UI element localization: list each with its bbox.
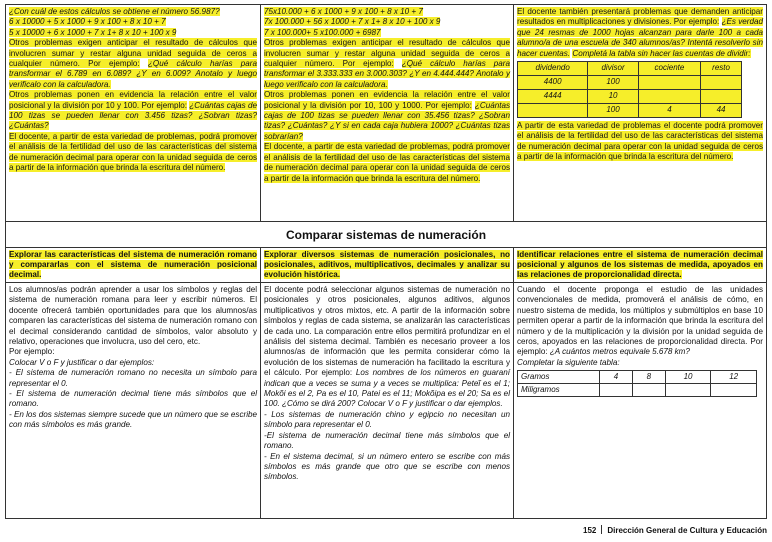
objective-text: Explorar diversos sistemas de numeración posicionales, no posicionales, aditivos, multiplicativos, decimales y analizar su evolución histórica. bbox=[264, 250, 510, 280]
paragraph: Por ejemplo: bbox=[9, 347, 55, 357]
table-cell bbox=[638, 90, 700, 104]
paragraph: Otros problemas ponen en evidencia la relación entre el valor posicional y la división por 10 y 100. Por ejemplo: bbox=[9, 90, 257, 110]
question-line: ¿Con cuál de estos cálculos se obtiene el número 56.987? bbox=[9, 7, 220, 16]
paragraph: El docente podrá seleccionar algunos sistemas de numeración no posicionales y otros posicionales, algunos aditivos, algunos multiplicativos y otros mixtos, etc. A partir de la información sobre símbolos y reglas de cada sistema, se analizarán las características de cada uno. La comparación entre ellos permitirá profundizar en el análisis del sistema decimal. También es necesario proveer a los alumnos/as de información que les permita considerar cómo la evolución de los sistemas de numeración ha facilitado la escritura y el cálculo. Por ejemplo: bbox=[264, 285, 510, 378]
division-table bbox=[517, 61, 742, 118]
page-number: 152 bbox=[583, 526, 597, 535]
table-cell bbox=[665, 384, 711, 397]
table-cell: 100 bbox=[588, 76, 638, 90]
paragraph: Los alumnos/as podrán aprender a usar los símbolos y reglas del sistema de numeración romana para leer y escribir números. El docente ofrecerá también oportunidades para que los alumnos/as comparen las características del sistema de numeración romano con el decimal considerando cantidad de símbolos, valor absoluto y relativo, operaciones que involucra, uso del cero, etc. bbox=[9, 285, 257, 347]
bottom-column-3 bbox=[514, 283, 766, 519]
table-row bbox=[518, 104, 742, 118]
table-row bbox=[518, 371, 757, 384]
mass-conversion-table bbox=[517, 370, 757, 397]
paragraph: Otros problemas ponen en evidencia la relación entre el valor posicional y la división por 10, 100 y 1000. Por ejemplo: bbox=[264, 90, 510, 110]
example-question: ¿Cuántas cajas de 100 tizas se pueden llenar con 3.456 tizas? ¿Sobran tizas? ¿Cuántas? bbox=[9, 100, 257, 131]
example-question: Los nombres de los números en guaraní indican que a veces se suma y a veces se multiplica: Peteĩ es el 1; Mokõi es el 2, Pa es el 10, Patei es el 11; Mokõipa es el 20; Sa es el 100. ¿Cómo se dirá 200? Colocar V o F y justificar o dar ejemplos. bbox=[264, 368, 511, 409]
objective-header-3 bbox=[514, 247, 766, 282]
objective-header-2 bbox=[261, 247, 514, 282]
paragraph: Otros problemas exigen anticipar el resultado de cálculos que involucren sumar y restar alguna unidad seguida de ceros a cualquier número. Por ejemplo: bbox=[264, 38, 510, 69]
section-title: Comparar sistemas de numeración bbox=[6, 221, 766, 248]
table-cell bbox=[701, 76, 742, 90]
table-row bbox=[518, 76, 742, 90]
bottom-row bbox=[6, 283, 766, 519]
table-cell: 10 bbox=[665, 371, 711, 384]
paragraph: A partir de esta variedad de problemas el docente podrá promover el análisis de la fertilidad del uso de las características del sistema de numeración decimal para operar con la unidad seguida de ceros a partir de la información que brinda la escritura del número. bbox=[517, 121, 763, 162]
top-column-2 bbox=[261, 5, 514, 221]
statement: - El sistema de numeración decimal tiene más símbolos que el romano. bbox=[9, 389, 257, 409]
table-cell: 10 bbox=[588, 90, 638, 104]
paragraph: Otros problemas exigen anticipar el resultado de cálculos que involucren sumar y restar alguna unidad seguida de ceros a cualquier número. Por ejemplo: bbox=[9, 38, 257, 69]
option-line: 6 x 10000 + 5 x 1000 + 9 x 100 + 8 x 10 + 7 bbox=[9, 17, 166, 27]
objectives-header-row bbox=[6, 247, 766, 283]
table-cell bbox=[600, 384, 633, 397]
option-line: 7x 100.000 + 56 x 1000 + 7 x 1+ 8 x 10 + 100 x 9 bbox=[264, 17, 441, 27]
table-header: resto bbox=[701, 62, 742, 76]
example-question: ¿Qué cálculo harías para transformar el 6.789 en 6.089? ¿Y en 6.009? Anotalo y luego verificalo con la calculadora. bbox=[9, 59, 257, 89]
footer-divider bbox=[601, 525, 602, 534]
statement: - El sistema de numeración romano no necesita un símbolo para representar el 0. bbox=[9, 368, 257, 388]
table-cell: 4 bbox=[638, 104, 700, 118]
example-question: ¿Qué cálculo harías para transformar el 3.333.333 en 3.000.303? ¿Y en 4.444.444? Anotalo y luego verificalo con la calculadora. bbox=[264, 59, 510, 89]
page-footer bbox=[583, 525, 767, 535]
objective-text: Explorar las características del sistema de numeración romano y compararlas con el sistema de numeración posicional decimal. bbox=[9, 250, 257, 280]
objective-text: Identificar relaciones entre el sistema de numeración decimal posicional y algunos de los sistemas de medida, apoyados en las relaciones de proporcionalidad directa. bbox=[517, 250, 763, 280]
bottom-column-2 bbox=[261, 283, 514, 519]
paragraph: El docente, a partir de esta variedad de problemas, podrá promover el análisis de la fertilidad del uso de las características del sistema de numeración decimal para operar con la unidad seguida de ceros a partir de la información que brinda la escritura del número. bbox=[264, 142, 510, 183]
table-instruction: Completar la siguiente tabla: bbox=[517, 357, 620, 367]
table-row bbox=[518, 90, 742, 104]
statement: - En los dos sistemas siempre sucede que un número que se escribe con más símbolos es más grande. bbox=[9, 409, 257, 430]
table-cell bbox=[632, 384, 665, 397]
example-question: ¿Es verdad que 24 resmas de 1000 hojas alcanzan para darle 100 a cada alumno/a de una escuela de 340 alumnos/as? Intentá resolverlo sin hacer cuentas. bbox=[517, 17, 763, 58]
table-cell: 12 bbox=[711, 371, 757, 384]
paragraph: El docente también presentará problemas que demanden anticipar resultados en multiplicaciones y divisiones. Por ejemplo: bbox=[517, 7, 763, 27]
table-cell bbox=[701, 90, 742, 104]
publisher-name: Dirección General de Cultura y Educación bbox=[607, 526, 767, 535]
option-line: 75x10.000 + 6 x 1000 + 9 x 100 + 8 x 10 + 7 bbox=[264, 7, 423, 16]
paragraph: Cuando el docente proponga el estudio de las unidades convencionales de medida, promoverá el análisis de cómo, en nuestro sistema de medida, los múltiplos y submúltiplos en base 10 permiten operar a partir de la información que brinda la escritura del número y de la multiplicación y la división por la unidad seguida de ceros, apoyados en las relaciones de proporcionalidad directa. Por ejemplo: bbox=[517, 285, 763, 357]
table-cell: 8 bbox=[632, 371, 665, 384]
table-header: dividendo bbox=[518, 62, 588, 76]
table-cell: 100 bbox=[588, 104, 638, 118]
table-cell: Gramos bbox=[518, 371, 600, 384]
top-column-1 bbox=[6, 5, 261, 221]
example-question: ¿A cuántos metros equivale 5.678 km? bbox=[549, 347, 690, 357]
table-cell: 4444 bbox=[518, 90, 588, 104]
table-cell bbox=[518, 104, 588, 118]
table-cell: Miligramos bbox=[518, 384, 600, 397]
table-header-row bbox=[518, 62, 742, 76]
example-question: ¿Cuántas cajas de 100 tizas se pueden llenar con 35.456 tizas? ¿Sobran tizas? ¿Cuántas? ¿Y si en cada caja hubiera 1000? ¿Cuántas tizas sobrarían? bbox=[264, 100, 511, 141]
option-line: 5 x 10000 + 6 x 1000 + 7 x 1+ 8 x 10 + 100 x 9 bbox=[9, 27, 177, 37]
bottom-column-1 bbox=[6, 283, 261, 519]
statement: - En el sistema decimal, si un número entero se escribe con más símbolos es más grande que otro que se escribe con menos símbolos. bbox=[264, 451, 510, 482]
top-row bbox=[6, 5, 766, 221]
statement: - Los sistemas de numeración chino y egipcio no necesitan un símbolo para representar el 0. bbox=[264, 409, 510, 430]
paragraph: Colocar V o F y justificar o dar ejemplos: bbox=[9, 357, 155, 367]
table-cell: 4400 bbox=[518, 76, 588, 90]
table-cell bbox=[638, 76, 700, 90]
statement: -El sistema de numeración decimal tiene más símbolos que el romano. bbox=[264, 430, 510, 451]
table-cell: 4 bbox=[600, 371, 633, 384]
curriculum-page bbox=[5, 4, 767, 519]
table-cell: 44 bbox=[701, 104, 742, 118]
table-header: divisor bbox=[588, 62, 638, 76]
table-cell bbox=[711, 384, 757, 397]
top-column-3 bbox=[514, 5, 766, 221]
table-header: cociente bbox=[638, 62, 700, 76]
paragraph: El docente, a partir de esta variedad de problemas, podrá promover el análisis de la fertilidad del uso de las características del sistema de numeración decimal para operar con la unidad seguida de ceros a partir de la información que brinda la escritura del número. bbox=[9, 131, 257, 173]
objective-header-1 bbox=[6, 247, 261, 282]
table-instruction: Completá la tabla sin hacer las cuentas de dividir: bbox=[572, 48, 751, 58]
table-row bbox=[518, 384, 757, 397]
option-line: 7 x 100.000+ 5 x100.000 + 6987 bbox=[264, 27, 381, 37]
